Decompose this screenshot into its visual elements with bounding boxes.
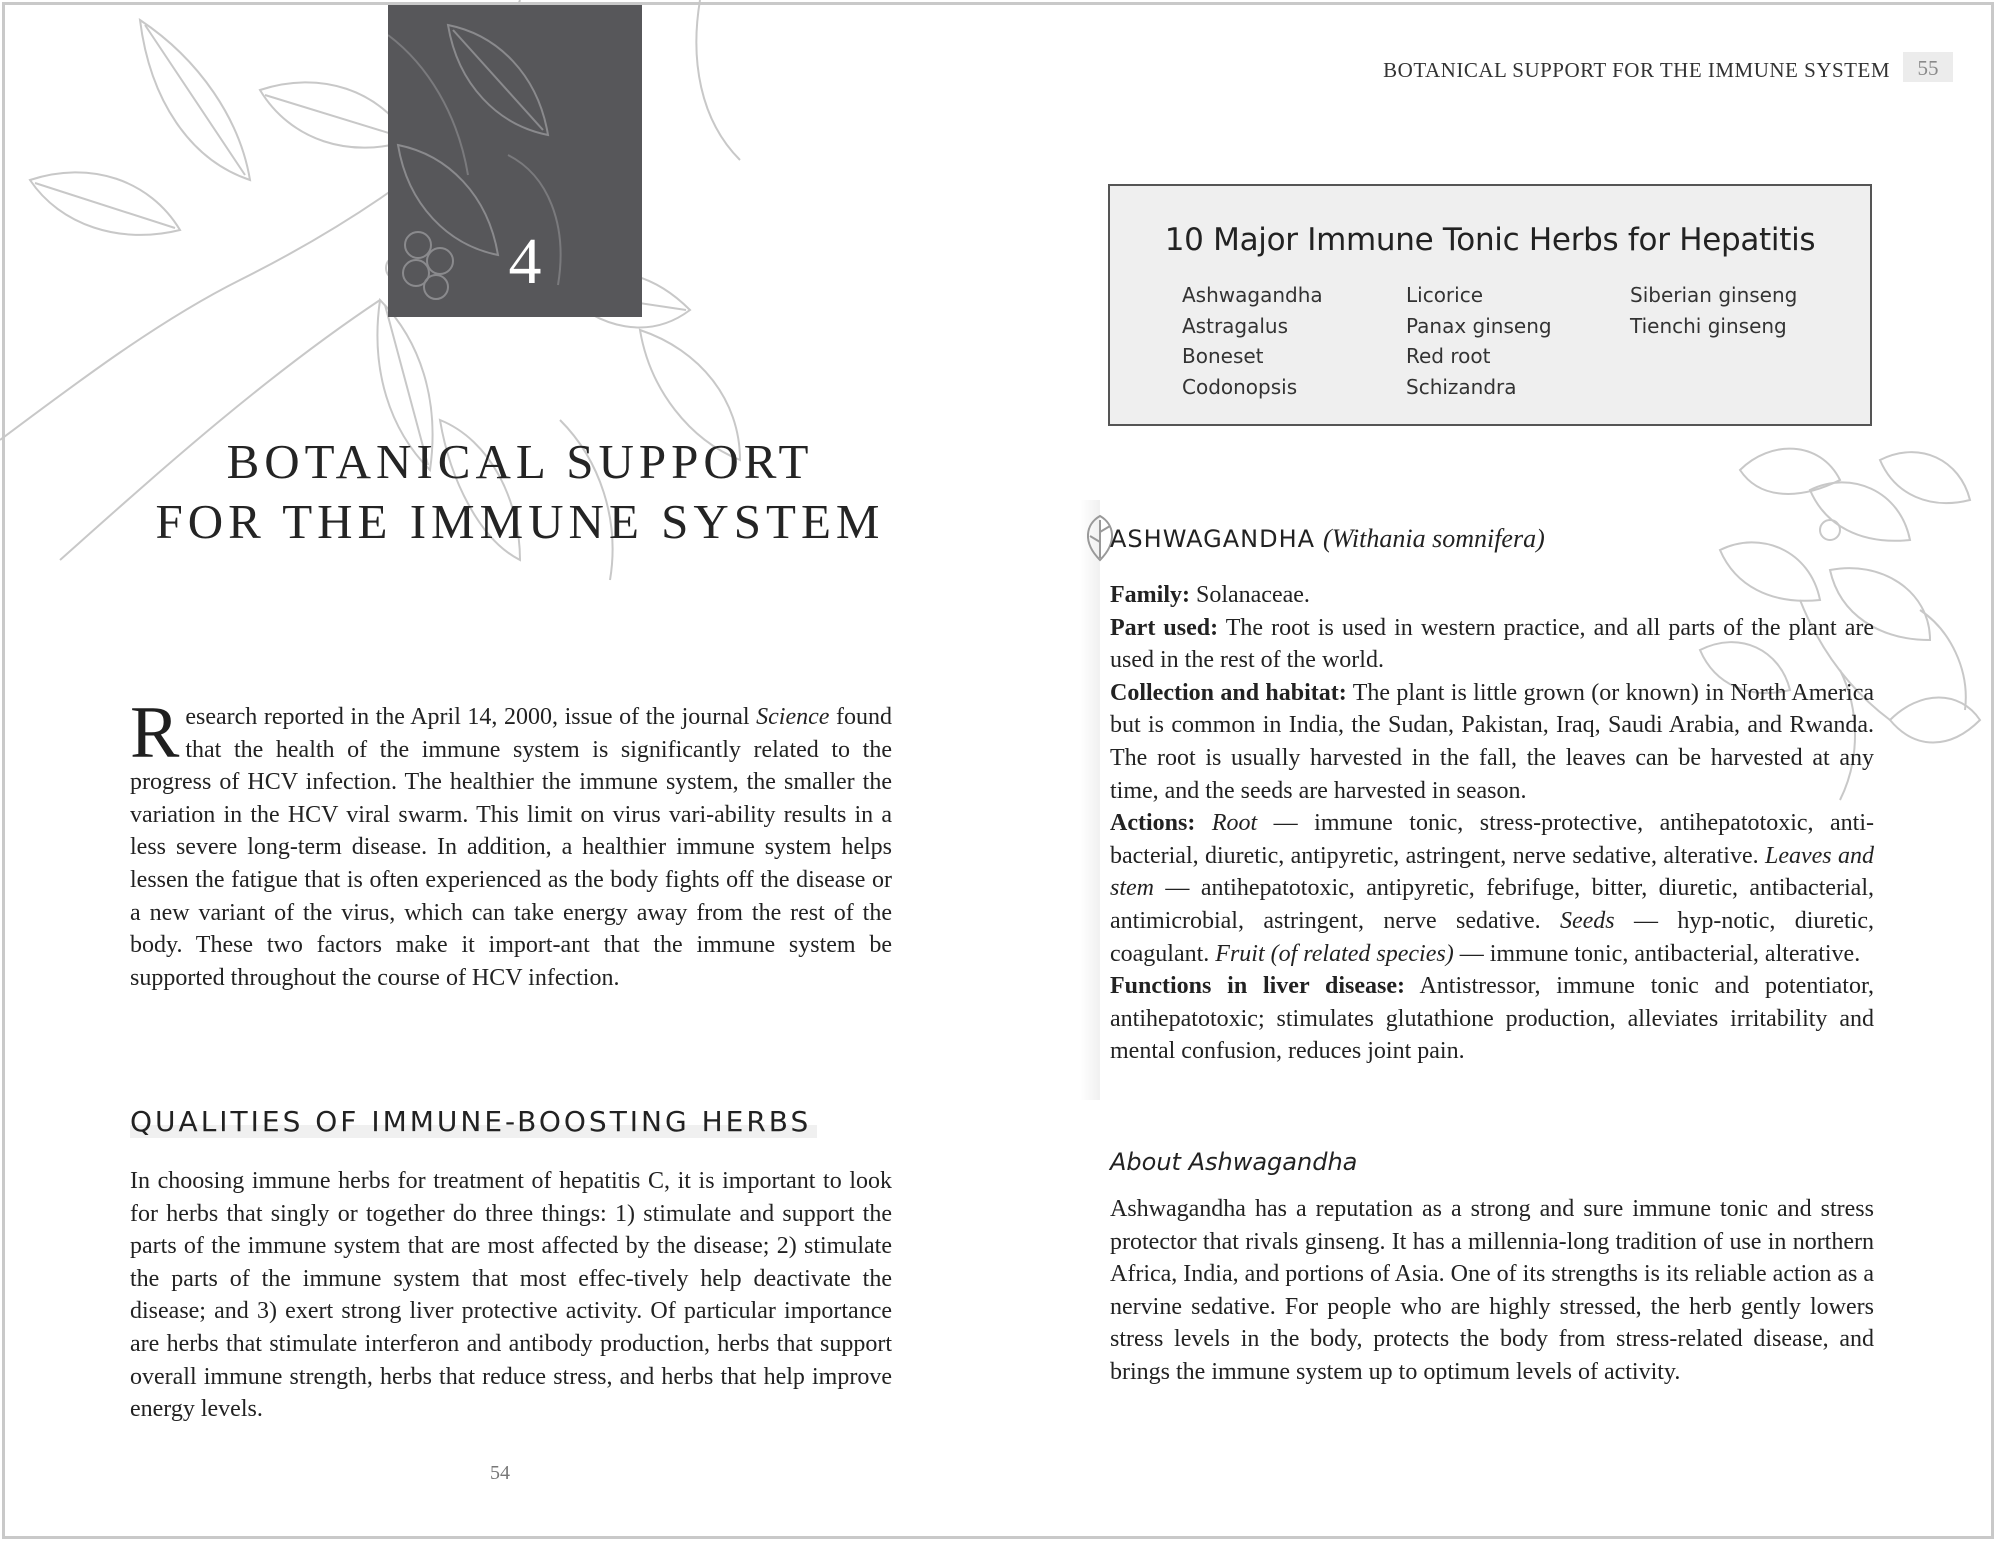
intro-text-part-1: esearch reported in the April 14, 2000, issue of the journal xyxy=(185,704,757,730)
intro-paragraph xyxy=(130,692,892,994)
entry-family xyxy=(1110,579,1874,612)
entry-actions-seeds-label: Seeds xyxy=(1559,907,1615,934)
section-paragraph-text: In choosing immune herbs for treatment of hepatitis C, it is important to look for herbs that singly or together do three things: 1) stimulate and support the parts of the immune system that are most affected by the disease; 2) stimulate the parts of the immune system that most effec-tively help deactivate the disease; and 3) exert strong liver protective activity. Of particular importance are herbs that stimulate interferon and antibody production, herbs that support overall immune strength, herbs that reduce stress, and herbs that help improve energy levels. xyxy=(130,1168,892,1423)
section-heading xyxy=(130,1105,830,1139)
herb-list-item: Siberian ginseng xyxy=(1630,283,1798,307)
entry-actions-fruit-text: — immune tonic, antibacterial, alterative. xyxy=(1453,940,1861,967)
entry-actions-root-label: Root xyxy=(1211,810,1258,837)
entry-actions-leaves-text: — antihepatotoxic, antipyretic, febrifuge, bitter, diuretic, antibacterial, antimicrobial, astringent, nerve sedative. xyxy=(1110,875,1874,934)
chapter-number: 4 xyxy=(508,225,542,298)
running-head: BOTANICAL SUPPORT FOR THE IMMUNE SYSTEM xyxy=(1383,58,1890,82)
herb-list-item: Licorice xyxy=(1406,283,1484,307)
entry-family-label: Family: xyxy=(1110,582,1190,608)
entry-functions-text: Antistressor, immune tonic and potentiator, antihepatotoxic; stimulates glutathione production, alleviates irritability and mental confusion, reduces joint pain. xyxy=(1110,973,1874,1065)
section-heading-text: QUALITIES OF IMMUNE-BOOSTING HERBS xyxy=(130,1105,817,1138)
entry-functions-label: Functions in liver disease: xyxy=(1110,973,1405,1000)
herb-list-item: Red root xyxy=(1406,344,1491,368)
entry-actions-root-text: — immune tonic, stress-protective, antihepatotoxic, anti-bacterial, diuretic, antipyretic, astringent, nerve sedative, alterative. xyxy=(1110,810,1874,869)
book-gutter-shadow xyxy=(1080,500,1100,1100)
herb-list-item: Tienchi ginseng xyxy=(1630,313,1787,338)
about-paragraph xyxy=(1110,1193,1874,1389)
intro-text-part-2: found that the health of the immune system is significantly related to the progress of HCV infection. The healthier the immune system, the smaller the variation in the HCV viral swarm. This limit on virus vari-ability results in a less severe long-term disease. In addition, a healthier immune system helps lessen the fatigue that is often experienced as the body fights off the disease or a new variant of the virus, which can take energy away from the rest of the body. These two factors make it import-ant that the immune system be supported throughout the course of HCV infection. xyxy=(130,704,892,991)
entry-collection-label: Collection and habitat: xyxy=(1110,679,1347,706)
section-paragraph xyxy=(130,1165,892,1426)
entry-collection-text: The plant is little grown (or known) in North America but is common in India, the Sudan, Pakistan, Iraq, Saudi Arabia, and Rwanda. The root is usually harvested in the fall, the leaves can be harvested at any time, and the seeds are harvested in season. xyxy=(1110,679,1875,804)
entry-part-used-label: Part used: xyxy=(1110,614,1219,641)
sidebar-title: 10 Major Immune Tonic Herbs for Hepatitis xyxy=(1164,222,1816,258)
entry-actions-seeds-text: — hyp-notic, diuretic, coagulant. xyxy=(1110,907,1875,967)
herb-list-item: Ashwagandha xyxy=(1182,283,1323,307)
herb-list-item: Codonopsis xyxy=(1182,374,1298,399)
entry-actions-leaves-label: Leaves and stem xyxy=(1110,842,1874,902)
herb-list-item: Schizandra xyxy=(1406,374,1517,399)
drop-cap: R xyxy=(130,692,180,774)
entry-part-used-text: The root is used in western practice, and all parts of the plant are used in the rest of the world. xyxy=(1110,614,1875,674)
herb-column-2 xyxy=(1406,280,1626,402)
herb-list-item: Boneset xyxy=(1182,344,1264,368)
chapter-title xyxy=(140,432,900,552)
chapter-title-line-2: FOR THE IMMUNE SYSTEM xyxy=(155,494,885,549)
entry-actions xyxy=(1110,807,1874,970)
entry-latin-name: (Withania somnifera) xyxy=(1323,524,1545,553)
entry-details xyxy=(1110,579,1874,1068)
entry-functions xyxy=(1110,970,1874,1068)
about-paragraph-text: Ashwagandha has a reputation as a strong and sure immune tonic and stress protector that rivals ginseng. It has a millennia-long tradition of use in northern Africa, India, and portions of Asia. One of its strengths is its reliable action as a nervine sedative. For people who are highly stressed, the herb gently lowers stress levels in the body, protects the body from stress-related disease, and brings the immune system up to optimum levels of activity. xyxy=(1110,1196,1874,1385)
herb-column-1 xyxy=(1182,280,1402,402)
about-heading: About Ashwagandha xyxy=(1110,1148,1358,1176)
herb-list-item: Astragalus xyxy=(1182,313,1289,338)
entry-part-used xyxy=(1110,612,1874,677)
entry-family-text: Solanaceae. xyxy=(1189,582,1310,608)
journal-name: Science xyxy=(756,704,830,730)
page-number-left: 54 xyxy=(490,1462,510,1484)
herb-list-item: Panax ginseng xyxy=(1406,313,1552,338)
entry-actions-fruit-label: Fruit (of related species) xyxy=(1215,940,1454,967)
herb-column-3 xyxy=(1630,280,1850,341)
entry-collection xyxy=(1110,677,1874,807)
page-number-right: 55 xyxy=(1903,52,1953,82)
herb-sidebar-box xyxy=(1108,184,1872,426)
entry-title xyxy=(1110,522,1810,556)
entry-actions-label: Actions: xyxy=(1110,810,1196,837)
chapter-title-line-1: BOTANICAL SUPPORT xyxy=(226,434,814,489)
entry-herb-name: ASHWAGANDHA xyxy=(1110,525,1316,553)
